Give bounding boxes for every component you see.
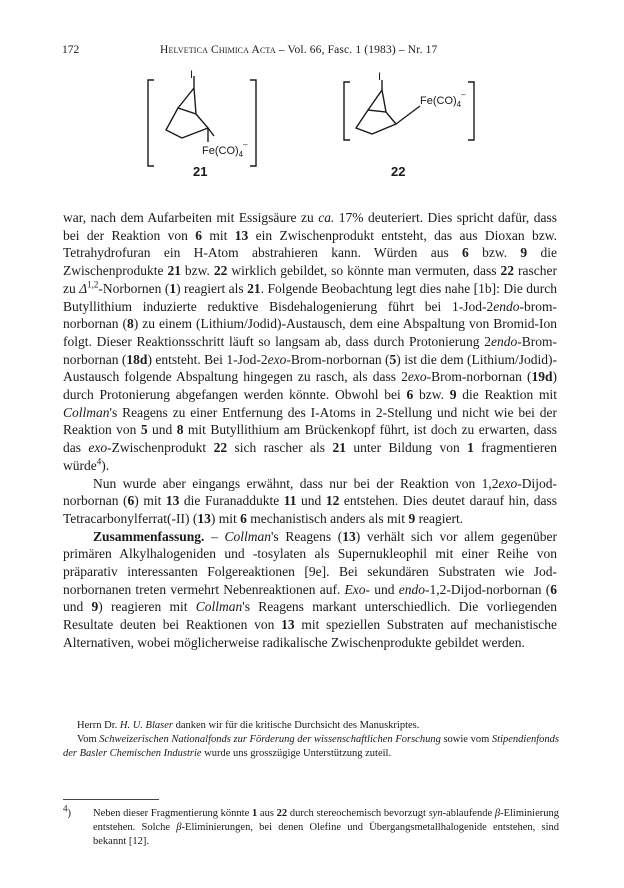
- volume-info: – Vol. 66, Fasc. 1 (1983) – Nr. 17: [275, 44, 438, 56]
- footnote-number: 4: [63, 803, 68, 814]
- text: –: [204, 528, 225, 544]
- compound-ref: 1: [467, 440, 474, 456]
- text: Vom: [77, 734, 100, 745]
- compound-ref: 9: [449, 387, 457, 403]
- compound-ref: 6: [406, 387, 414, 403]
- compound-ref: 6: [550, 581, 558, 597]
- text: ).: [101, 457, 110, 473]
- iodine-label-21: I: [190, 70, 194, 81]
- text: sich rascher als: [227, 440, 333, 456]
- text: -Eliminierungen, bei denen Olefine und Übergangsmetallhalogenide entstehen, sind bekannt [12].: [93, 822, 559, 847]
- text: bzw.: [413, 387, 450, 403]
- compound-ref: 13: [234, 227, 249, 243]
- footnote-paren: ): [67, 808, 71, 819]
- text: ca.: [318, 210, 335, 225]
- text: Neben dieser Fragmentierung könnte: [93, 808, 252, 819]
- compound-ref: 13: [342, 528, 356, 544]
- text: -Norbornen (: [98, 280, 170, 296]
- compound-ref: 18d: [126, 351, 148, 367]
- paragraph-1: [63, 209, 557, 475]
- footnote-rule: [63, 799, 159, 800]
- bracket-left-21: [148, 80, 154, 166]
- text: wurde uns grosszügige Unterstützung zuteil.: [201, 748, 392, 759]
- fe-label-21: $Fe(CO)_4^-$: [202, 140, 248, 159]
- text: ) verhält sich vor allem gegenüber primären Alkylhalogeniden und -tosylaten als Supernukleophil mit einer Reihe von präparativ interessanten Folgereaktionen [9e]. Bei sekundären Substraten wie Jod-norbornanen treten vermehrt Nebenreaktionen auf.: [63, 528, 557, 597]
- text: fragmentieren würde: [63, 440, 557, 473]
- text: wirklich gebildet, so könnte man vermuten, dass: [227, 263, 501, 279]
- paragraph-2: [63, 475, 557, 528]
- person-name: Collman: [195, 599, 243, 615]
- compound-ref: 6: [462, 245, 469, 261]
- stereo-prefix: exo: [407, 369, 427, 385]
- text: ) mit: [134, 493, 166, 509]
- text: ) mit: [210, 510, 241, 526]
- text: ) durch Protonierung abgefangen werden könnte. Obwohl bei: [63, 369, 557, 403]
- footnote-text: [93, 807, 559, 849]
- compound-number-21: 21: [193, 164, 208, 179]
- text: -Eliminierung entstehen. Solche: [93, 808, 559, 833]
- bracket-left-22: [344, 82, 350, 140]
- text: entstehen. Dies deutet darauf hin, dass Tetracarbonylferrat(-II) (: [63, 493, 558, 526]
- text: Nun wurde aber eingangs erwähnt, dass nur bei der Reaktion von 1,2: [93, 475, 499, 491]
- compound-ref: 9: [408, 510, 416, 526]
- stereo-prefix: endo: [493, 298, 520, 314]
- person-name: H. U. Blaser: [119, 720, 173, 731]
- compound-ref: 6: [240, 510, 247, 526]
- person-name: Collman: [63, 404, 110, 420]
- structures-figure: [0, 70, 624, 190]
- superscript: 1,2: [87, 279, 99, 290]
- stereo-prefix: exo: [267, 351, 287, 367]
- text: und: [147, 422, 177, 438]
- compound-number-22: 22: [391, 164, 406, 179]
- text: 's Reagens (: [271, 528, 343, 544]
- compound-ref: 22: [213, 440, 228, 456]
- organization-name: Schweizerischen Nationalfonds zur Förderung der wissenschaftlichen Forschung: [99, 734, 441, 745]
- text: und: [370, 581, 399, 597]
- compound-ref: 21: [247, 280, 261, 296]
- compound-ref: 11: [283, 493, 297, 509]
- compound-ref: 13: [197, 510, 211, 526]
- page-number: 172: [62, 44, 80, 56]
- structure-21: [148, 70, 256, 166]
- bracket-right-22: [468, 82, 474, 140]
- organization-name: Stipendienfonds der Basler Chemischen Industrie: [63, 734, 559, 759]
- text: ) ist die dem (Lithium/Jodid)-Austausch folgende Abspaltung hingegen zu rasch, als dass 2: [63, 351, 557, 385]
- text: die Furanaddukte: [179, 493, 284, 509]
- text: durch stereochemisch bevorzugt: [287, 808, 429, 819]
- compound-ref: 5: [140, 422, 148, 438]
- running-header: [62, 44, 568, 62]
- text: ) reagieren mit: [98, 599, 196, 615]
- fe-label-22: $Fe(CO)_4^-$: [420, 90, 466, 109]
- text: . Folgende Beobachtung legt dies nahe [1b]: Die durch Butyllithium induzierte reduktive Bisdehalogenierung führt bei 1-Jod-2: [63, 280, 557, 314]
- text: rascher zu: [63, 263, 557, 296]
- text: mit speziellen Substraten auf mechanistische Alternativen, wobei möglicherweise radikalische Zwischenprodukte gebildet werden.: [63, 617, 557, 650]
- text: -Dijod-norbornan (: [63, 475, 557, 509]
- text: 's Reagens zu einer Entfernung des I-Atoms in 2-Stellung und nicht wie bei der Reaktion von: [63, 404, 557, 438]
- compound-ref: 22: [213, 263, 228, 279]
- text: bzw.: [468, 245, 521, 261]
- compound-ref: 8: [176, 422, 184, 438]
- text: mit: [202, 227, 235, 243]
- compound-ref: 9: [91, 599, 99, 615]
- compound-ref: 12: [325, 493, 340, 509]
- stereo-prefix: endo: [491, 333, 518, 349]
- text: aus: [257, 808, 277, 819]
- compound-ref: 6: [195, 227, 202, 243]
- journal-header: [160, 44, 437, 56]
- footnote: [63, 803, 559, 849]
- footnote-ref: 4: [96, 456, 102, 467]
- structure-22: [344, 71, 474, 140]
- bracket-right-21: [250, 80, 256, 166]
- stereo-prefix: syn: [428, 808, 443, 819]
- greek-letter: β: [176, 822, 182, 833]
- greek-letter: β: [494, 808, 501, 819]
- text: 's Reagens markant unterschiedlich. Die vorliegenden Resultate deuten bei Reaktionen von: [63, 599, 558, 633]
- main-text: [63, 209, 557, 652]
- compound-ref: 6: [127, 493, 135, 509]
- footnote-mark: [63, 803, 71, 821]
- text: danken wir für die kritische Durchsicht des Manuskriptes.: [172, 720, 420, 731]
- text: ) zu einem (Lithium/Jodid)-Austausch, dem eine Abspaltung von Bromid-Ion folgt. Dieser Reaktionsschritt läuft so langsam ab, dass durch Protonierung 2: [63, 316, 557, 349]
- text: -Brom-norbornan (: [286, 351, 390, 367]
- norbornane-skeleton-21: [166, 88, 214, 138]
- text: die Zwischenprodukte: [63, 245, 557, 279]
- acknowledgements: [63, 719, 559, 761]
- stereo-prefix: endo: [398, 581, 425, 597]
- fe-bond-22: [396, 106, 420, 124]
- compound-ref: 9: [520, 245, 528, 261]
- stereo-prefix: exo: [498, 475, 518, 491]
- ack-paragraph-1: [63, 719, 559, 733]
- text: unter Bildung von: [345, 440, 468, 456]
- text: -brom-norbornan (: [63, 298, 557, 332]
- text: -ablaufende: [442, 808, 495, 819]
- text: und: [296, 493, 326, 509]
- compound-ref: 1: [251, 808, 258, 819]
- text: Herrn Dr.: [77, 720, 120, 731]
- compound-ref: 8: [127, 316, 134, 332]
- stereo-prefix: exo: [88, 440, 108, 456]
- iodine-label-22: I: [378, 71, 382, 83]
- compound-ref: 22: [276, 808, 288, 819]
- compound-ref: 13: [165, 493, 180, 509]
- text: ) entsteht. Bei 1-Jod-2: [147, 351, 268, 367]
- text: -1,2-Dijod-norbornan (: [424, 581, 551, 597]
- structures-svg: [0, 70, 624, 190]
- compound-ref: 1: [169, 280, 177, 296]
- compound-ref: 5: [389, 351, 397, 367]
- text: die Reaktion mit: [456, 387, 557, 403]
- text: -Brom-norbornan (: [63, 333, 557, 367]
- text: mechanistisch anders als mit: [246, 510, 409, 526]
- compound-ref: 13: [281, 617, 295, 633]
- compound-ref: 21: [332, 440, 346, 456]
- text: -Brom-norbornan (: [426, 369, 532, 385]
- text: reagiert.: [415, 510, 464, 526]
- text: ein Zwischenprodukt entsteht, das aus Dioxan bzw. Tetrahydrofuran ein H-Atom abstrahieren kann. Würden aus: [63, 227, 557, 261]
- text: ) reagiert als: [176, 280, 248, 296]
- text: war, nach dem Aufarbeiten mit Essigsäure zu: [63, 210, 319, 225]
- journal-name: Helvetica Chimica Acta: [160, 44, 276, 56]
- delta-symbol: Δ: [79, 280, 88, 296]
- text: und: [63, 599, 92, 615]
- compound-ref: 19d: [531, 369, 553, 385]
- ack-paragraph-2: [63, 733, 559, 761]
- stereo-prefix: Exo-: [344, 581, 371, 597]
- text: bzw.: [180, 263, 214, 279]
- compound-ref: 21: [167, 263, 181, 279]
- norbornane-skeleton-22: [356, 90, 396, 134]
- compound-ref: 22: [500, 263, 515, 279]
- text: -Zwischenprodukt: [107, 440, 214, 456]
- person-name: Collman: [224, 528, 271, 544]
- summary-heading: Zusammenfassung.: [93, 528, 205, 544]
- summary-paragraph: [63, 528, 557, 652]
- text: mit Butyllithium am Brückenkopf führt, ist doch zu erwarten, dass das: [63, 422, 557, 456]
- text: sowie vom: [440, 734, 492, 745]
- text: 17% deuteriert. Dies spricht dafür, dass bei der Reaktion von: [63, 210, 557, 243]
